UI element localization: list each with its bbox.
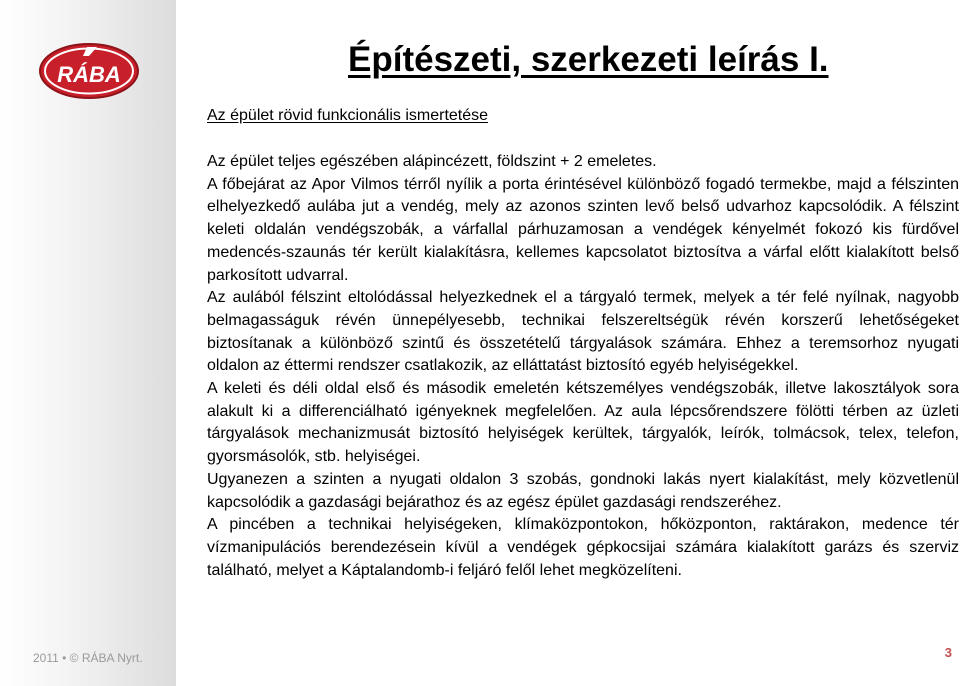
footer-copyright: 2011 • © RÁBA Nyrt. xyxy=(33,651,143,665)
body-text xyxy=(207,151,959,582)
paragraph: A pincében a technikai helyiségeken, klímaközpontokon, hőközponton, raktárakon, medence tér vízmanipulációs berendezésein kívül a vendégek gépkocsijai számára kialakított garázs és szerviz található, melyet a Káptalandomb-i feljáró felől lehet megközelíteni. xyxy=(207,516,959,579)
paragraph: A keleti és déli oldal első és második emeletén kétszemélyes vendégszobák, illetve lakosztályok sora alakult ki a differenciálható igényeknek megfelelően. Az aula lépcsőrendszere fölötti térben az üzleti tárgyalások mechanizmusát biztosító helyiségek kerültek, tárgyalók, leírók, tolmácsok, telex, telefon, gyorsmásolók, stb. helyiségei. xyxy=(207,380,959,466)
page-number: 3 xyxy=(944,645,952,660)
paragraph: Az aulából félszint eltolódással helyezkednek el a tárgyaló termek, melyek a tér felé nyílnak, nagyobb belmagasságuk révén ünnepélyesebb, technikai felszereltségük révén korszerű lehetőségeket biztosítanak a különböző szintű és összetételű tárgyalások számára. Ehhez a teremsorhoz nyugati oldalon az éttermi rendszer csatlakozik, az elláttatást biztosító egyéb helyiségekkel. xyxy=(207,289,959,375)
page-title: Építészeti, szerkezeti leírás I. xyxy=(348,40,829,79)
paragraph: Az épület teljes egészében alápincézett, földszint + 2 emeletes. xyxy=(207,153,657,170)
logo-text: RÁBA xyxy=(57,62,121,87)
paragraph: A főbejárat az Apor Vilmos térről nyílik a porta érintésével különböző fogadó termekbe, majd a félszinten elhelyezkedő aulába jut a vendég, mely az azonos szinten levő belső udvarhoz kapcsolódik. A félszint keleti oldalán vendégszobák, a várfallal párhuzamosan a vendégek kényelmét fokozó kis fürdővel medencés-szaunás tér került kialakításra, kellemes kapcsolatot biztosítva a várfal előtt kialakított belső parkosított udvarral. xyxy=(207,175,959,284)
paragraph: Ugyanezen a szinten a nyugati oldalon 3 szobás, gondnoki lakás nyert kialakítást, mely közvetlenül kapcsolódik a gazdasági bejárathoz és az egész épület gazdasági rendszeréhez. xyxy=(207,470,959,511)
sidebar-panel xyxy=(0,0,176,686)
page-subtitle: Az épület rövid funkcionális ismertetése xyxy=(207,107,489,124)
raba-logo xyxy=(38,42,140,100)
